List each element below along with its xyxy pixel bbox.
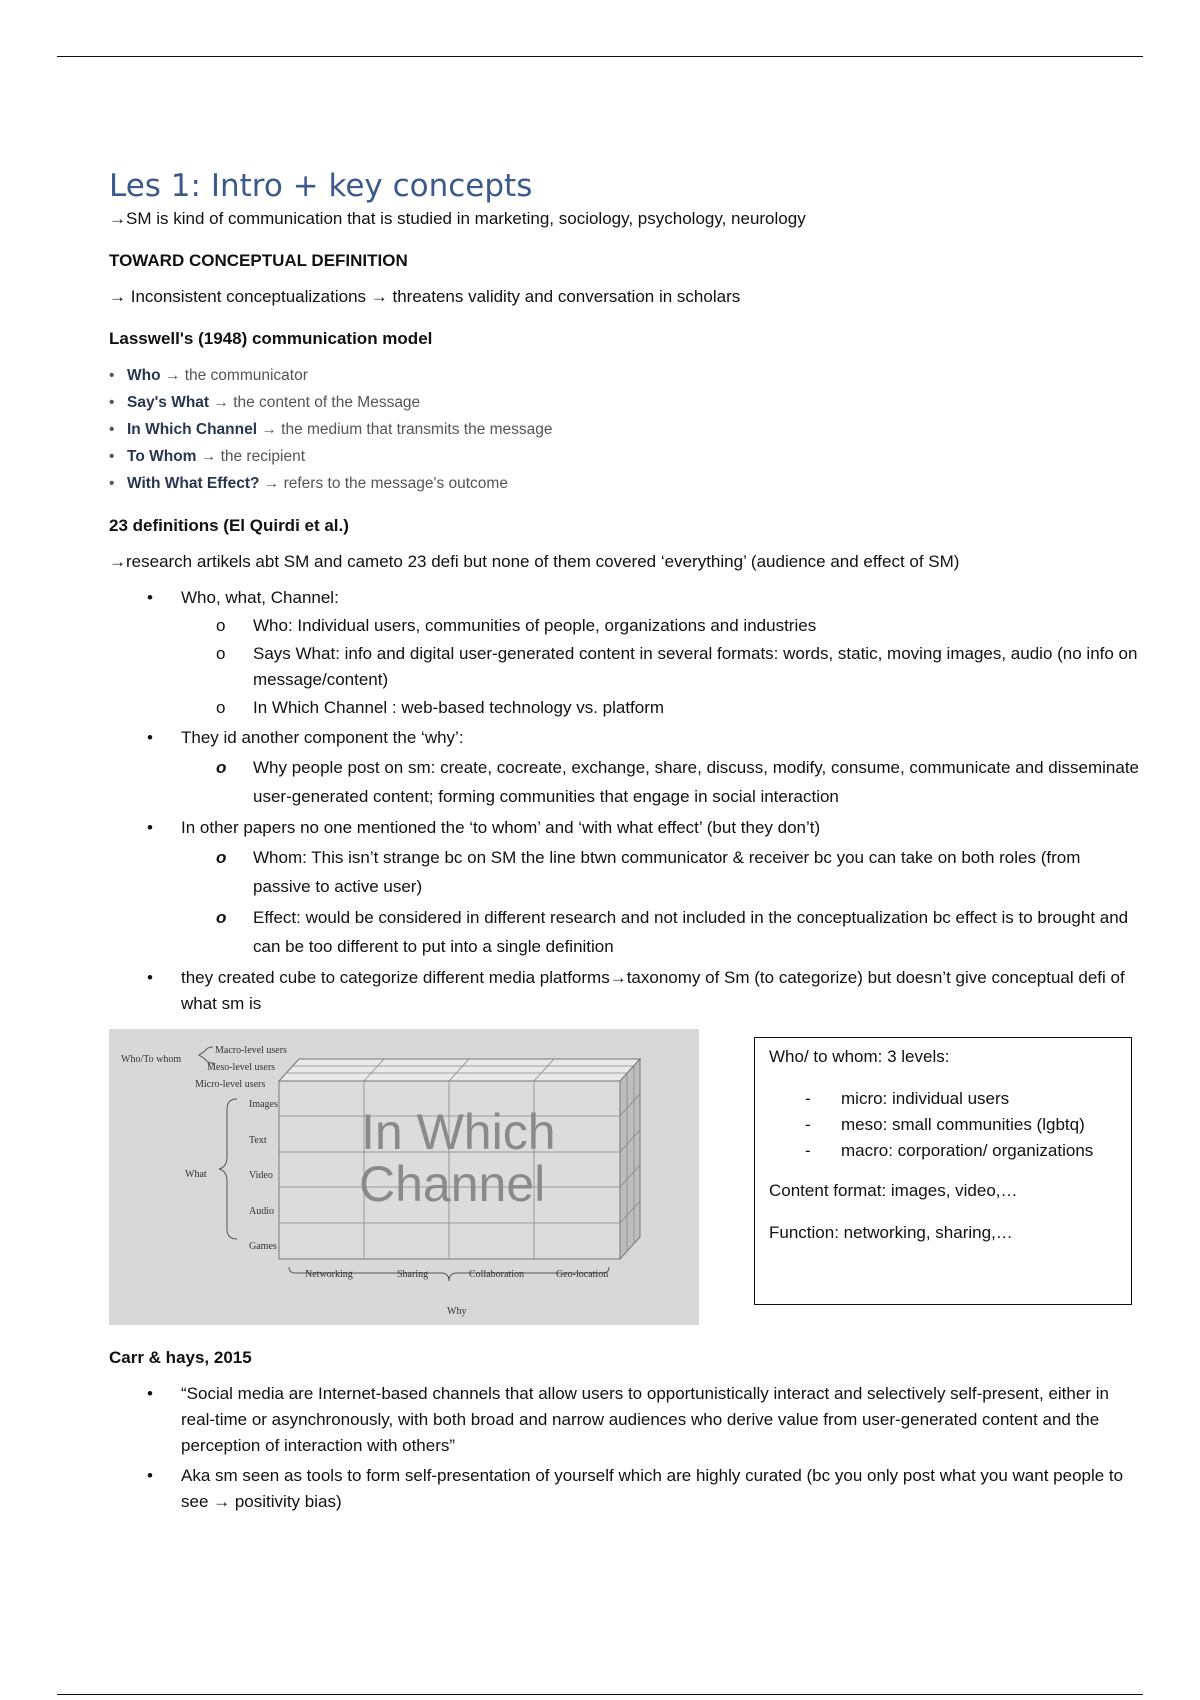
- definitions-bullet-list: [109, 585, 1139, 1017]
- levels-note-box: [754, 1037, 1132, 1305]
- list-item: - micro: individual users: [805, 1089, 1010, 1108]
- figure-row: [109, 1029, 1139, 1329]
- lasswell-item: • Say's What → the content of the Message: [109, 394, 421, 411]
- cube-level-label: Macro-level users: [215, 1045, 287, 1056]
- cube-format-label: Video: [249, 1170, 273, 1181]
- lasswell-item: • Who → the communicator: [109, 367, 308, 384]
- taxonomy-cube-figure: [109, 1029, 699, 1325]
- lasswell-item: • With What Effect? → refers to the message's outcome: [109, 475, 508, 492]
- sub-list-item: o Who: Individual users, communities of people, organizations and industries: [216, 616, 817, 635]
- list-item: • they created cube to categorize different media platforms→taxonomy of Sm (to categorize) but doesn’t give conceptual defi of what sm is: [147, 968, 1125, 1013]
- box-content-format: Content format: images, video,…: [769, 1181, 1018, 1200]
- sub-list-item: o In Which Channel : web-based technology vs. platform: [216, 698, 665, 717]
- footer-rule: [57, 1694, 1143, 1695]
- cube-level-label: Micro-level users: [195, 1079, 266, 1090]
- box-function: Function: networking, sharing,…: [769, 1223, 1013, 1242]
- lasswell-heading: Lasswell's (1948) communication model: [109, 329, 433, 348]
- list-item: - meso: small communities (lgbtq): [805, 1115, 1085, 1134]
- lasswell-item: • To Whom → the recipient: [109, 448, 306, 465]
- definitions-text: →research artikels abt SM and cameto 23 defi but none of them covered ‘everything’ (audience and effect of SM): [109, 552, 960, 571]
- carr-bullet-list: [109, 1381, 1139, 1515]
- cube-what-label: What: [185, 1169, 207, 1180]
- cube-format-label: Audio: [249, 1206, 274, 1217]
- list-item: • Aka sm seen as tools to form self-presentation of yourself which are highly curated (bc you only post what you want people to see → positivity bias): [147, 1466, 1124, 1511]
- sub-list: [181, 753, 1139, 811]
- list-item: - macro: corporation/ organizations: [805, 1141, 1094, 1160]
- lasswell-model-list: [109, 362, 1139, 497]
- cube-function-label: Sharing: [397, 1269, 429, 1280]
- document-page: [109, 166, 1139, 1519]
- sub-list: [181, 843, 1139, 961]
- list-item: • Who, what, Channel: o Who: Individual users, communities of people, organizations and industries o Says What: info and digital user-generated content in several formats: words, static, moving images, audio (no info on message/content) o In Which Channel : web-based technology vs. platform: [109, 585, 1139, 721]
- page-title: Les 1: Intro + key concepts: [109, 168, 533, 204]
- cube-format-label: Images: [249, 1099, 278, 1110]
- box-heading: Who/ to whom: 3 levels:: [769, 1047, 950, 1066]
- definitions-heading: 23 definitions (El Quirdi et al.): [109, 516, 349, 535]
- cube-function-label: Collaboration: [469, 1269, 524, 1280]
- list-item: • They id another component the ‘why’: o Why people post on sm: create, cocreate, exchange, share, discuss, modify, consume, communicate and disseminate user-generated content; forming communities that engage in social interaction: [109, 725, 1139, 811]
- cube-format-label: Games: [249, 1241, 277, 1252]
- cube-level-label: Meso-level users: [207, 1062, 276, 1073]
- sub-list: [181, 613, 1139, 721]
- sub-list-item: o Why people post on sm: create, cocreate, exchange, share, discuss, modify, consume, communicate and disseminate user-generated content; forming communities that engage in social interaction: [216, 758, 1140, 806]
- toward-text: → Inconsistent conceptualizations → threatens validity and conversation in scholars: [109, 287, 741, 306]
- cube-why-label: Why: [447, 1306, 467, 1317]
- cube-function-label: Networking: [305, 1269, 353, 1280]
- levels-list: [769, 1086, 1117, 1164]
- section-heading-toward: TOWARD CONCEPTUAL DEFINITION: [109, 251, 408, 270]
- cube-center-line2: Channel: [359, 1156, 546, 1212]
- cube-center-line1: In Which: [361, 1104, 556, 1160]
- list-item: • In other papers no one mentioned the ‘to whom’ and ‘with what effect’ (but they don’t) o Whom: This isn’t strange bc on SM the line btwn communicator & receiver bc you can take on both roles (from passive to active user) o Effect: would be considered in different research and not included in the conceptualization bc effect is to brought and can be too different to put into a single definition: [109, 815, 1139, 961]
- cube-format-label: Text: [249, 1135, 267, 1146]
- header-rule: [57, 56, 1143, 57]
- carr-heading: Carr & hays, 2015: [109, 1348, 252, 1367]
- sub-list-item: o Says What: info and digital user-generated content in several formats: words, static, moving images, audio (no info on message/content): [216, 644, 1138, 689]
- list-item: • “Social media are Internet-based channels that allow users to opportunistically interact and selectively self-present, either in real-time or asynchronously, with both broad and narrow audiences who derive value from user-generated content and the perception of interaction with others”: [147, 1384, 1109, 1455]
- intro-text: →SM is kind of communication that is studied in marketing, sociology, psychology, neurology: [109, 209, 806, 228]
- sub-list-item: o Effect: would be considered in different research and not included in the conceptualization bc effect is to brought and can be too different to put into a single definition: [216, 908, 1129, 956]
- cube-who-label: Who/To whom: [121, 1054, 182, 1065]
- cube-function-label: Geo-location: [556, 1269, 609, 1280]
- lasswell-item: • In Which Channel → the medium that transmits the message: [109, 421, 553, 438]
- sub-list-item: o Whom: This isn’t strange bc on SM the line btwn communicator & receiver bc you can take on both roles (from passive to active user): [216, 848, 1081, 896]
